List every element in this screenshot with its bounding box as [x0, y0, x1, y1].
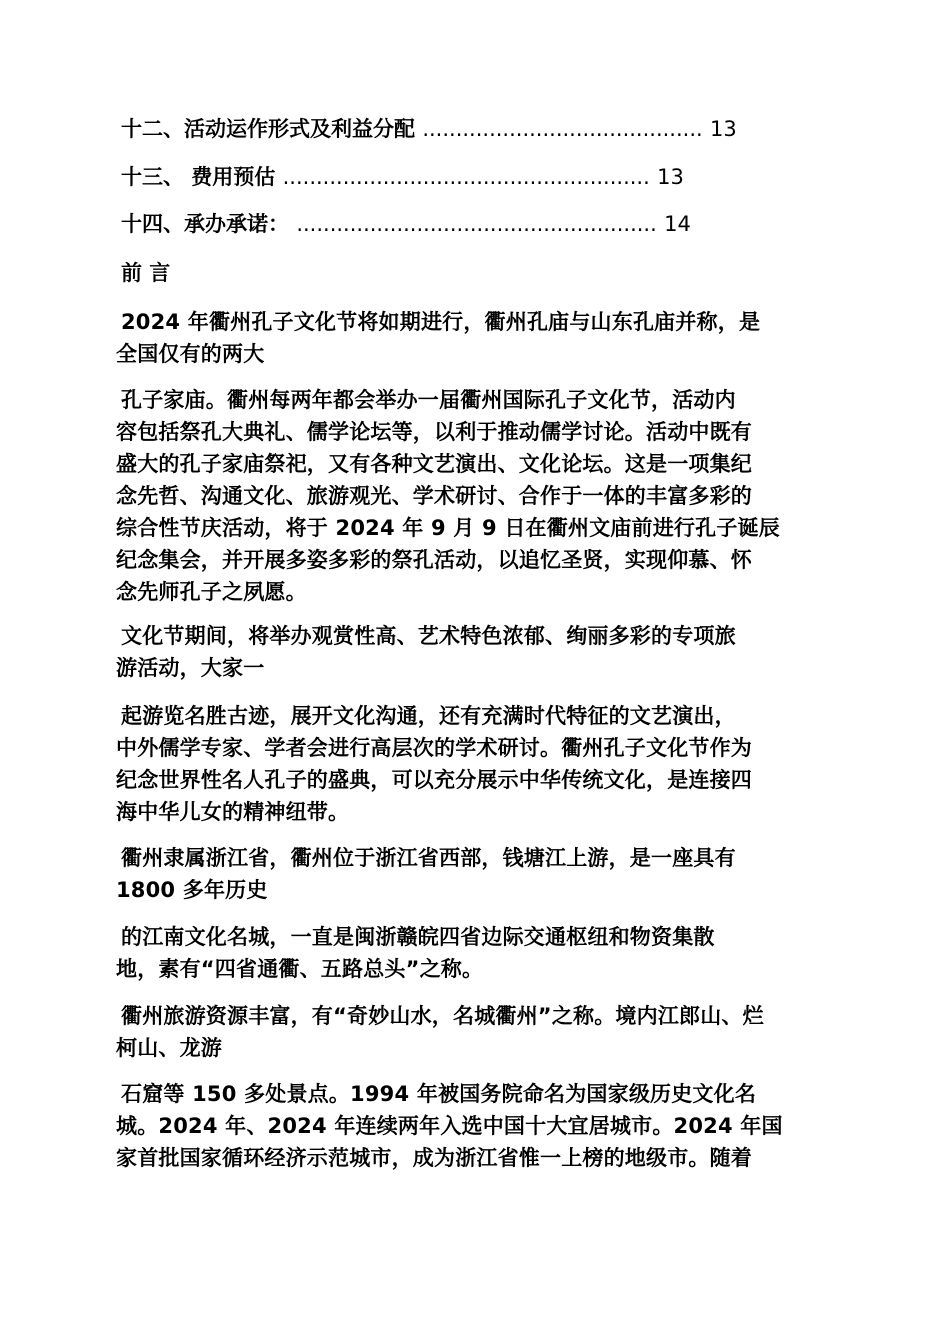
- toc-page-number: 13: [710, 117, 737, 141]
- paragraph-line: 念先哲、沟通文化、旅游观光、学术研讨、合作于一体的丰富多彩的: [116, 484, 752, 508]
- toc-page-number: 13: [657, 165, 684, 189]
- paragraph-line: 地，素有“四省通衢、五路总头”之称。: [116, 957, 484, 981]
- toc-page-number: 14: [664, 212, 691, 236]
- paragraph: [116, 384, 836, 608]
- paragraph: [116, 306, 836, 370]
- toc-title: 十二、活动运作形式及利益分配: [121, 117, 415, 141]
- paragraph-line: 念先师孔子之夙愿。: [116, 580, 307, 604]
- paragraph: [116, 700, 836, 828]
- paragraph-line: 中外儒学专家、学者会进行高层次的学术研讨。衢州孔子文化节作为: [116, 736, 752, 760]
- paragraph-line: 孔子家庙。衢州每两年都会举办一届衢州国际孔子文化节，活动内: [121, 388, 736, 412]
- paragraph-line: 全国仅有的两大: [116, 342, 265, 366]
- paragraph-line: 容包括祭孔大典礼、儒学论坛等，以利于推动儒学讨论。活动中既有: [116, 420, 752, 444]
- toc-title: 十三、 费用预估: [121, 165, 276, 189]
- paragraph-line: 石窟等 150 多处景点。1994 年被国务院命名为国家级历史文化名: [121, 1082, 757, 1106]
- paragraph-line: 文化节期间，将举办观赏性高、艺术特色浓郁、绚丽多彩的专项旅: [121, 624, 736, 648]
- paragraph-line: 海中华儿女的精神纽带。: [116, 800, 350, 824]
- paragraph-line: 柯山、龙游: [116, 1036, 222, 1060]
- toc-leader-dots: ..........................................: [422, 117, 703, 141]
- paragraph-line: 衢州隶属浙江省，衢州位于浙江省西部，钱塘江上游，是一座具有: [121, 846, 736, 870]
- paragraph-line: 起游览名胜古迹，展开文化沟通，还有充满时代特征的文艺演出，: [121, 704, 736, 728]
- paragraph-line: 城。2024 年、2024 年连续两年入选中国十大宜居城市。2024 年国: [116, 1114, 783, 1138]
- paragraph-line: 家首批国家循环经济示范城市，成为浙江省惟一上榜的地级市。随着: [116, 1146, 752, 1170]
- paragraph-line: 的江南文化名城，一直是闽浙赣皖四省边际交通枢纽和物资集散: [121, 925, 715, 949]
- toc-entry[interactable]: [121, 115, 737, 143]
- toc-leader-dots: ......................................................: [296, 212, 657, 236]
- paragraph: [116, 1078, 836, 1174]
- paragraph-line: 衢州旅游资源丰富，有“奇妙山水，名城衢州”之称。境内江郎山、烂: [121, 1004, 764, 1028]
- toc-title: 十四、承办承诺：: [121, 212, 289, 236]
- paragraph-line: 1800 多年历史: [116, 878, 268, 902]
- paragraph-line: 纪念世界性名人孔子的盛典，可以充分展示中华传统文化，是连接四: [116, 768, 752, 792]
- paragraph: [116, 921, 836, 985]
- toc-entry[interactable]: [121, 163, 684, 191]
- paragraph-line: 纪念集会，并开展多姿多彩的祭孔活动，以追忆圣贤，实现仰慕、怀: [116, 548, 752, 572]
- section-heading: 前 言: [121, 261, 171, 285]
- paragraph: [116, 842, 836, 906]
- paragraph: [116, 620, 836, 684]
- paragraph-line: 2024 年衢州孔子文化节将如期进行，衢州孔庙与山东孔庙并称，是: [121, 310, 761, 334]
- toc-entry[interactable]: [121, 210, 691, 238]
- paragraph-line: 盛大的孔子家庙祭祀，又有各种文艺演出、文化论坛。这是一项集纪: [116, 452, 752, 476]
- toc-leader-dots: .......................................................: [282, 165, 650, 189]
- paragraph-line: 综合性节庆活动，将于 2024 年 9 月 9 日在衢州文庙前进行孔子诞辰: [116, 516, 780, 540]
- paragraph-line: 游活动，大家一: [116, 656, 265, 680]
- paragraph: [116, 1000, 836, 1064]
